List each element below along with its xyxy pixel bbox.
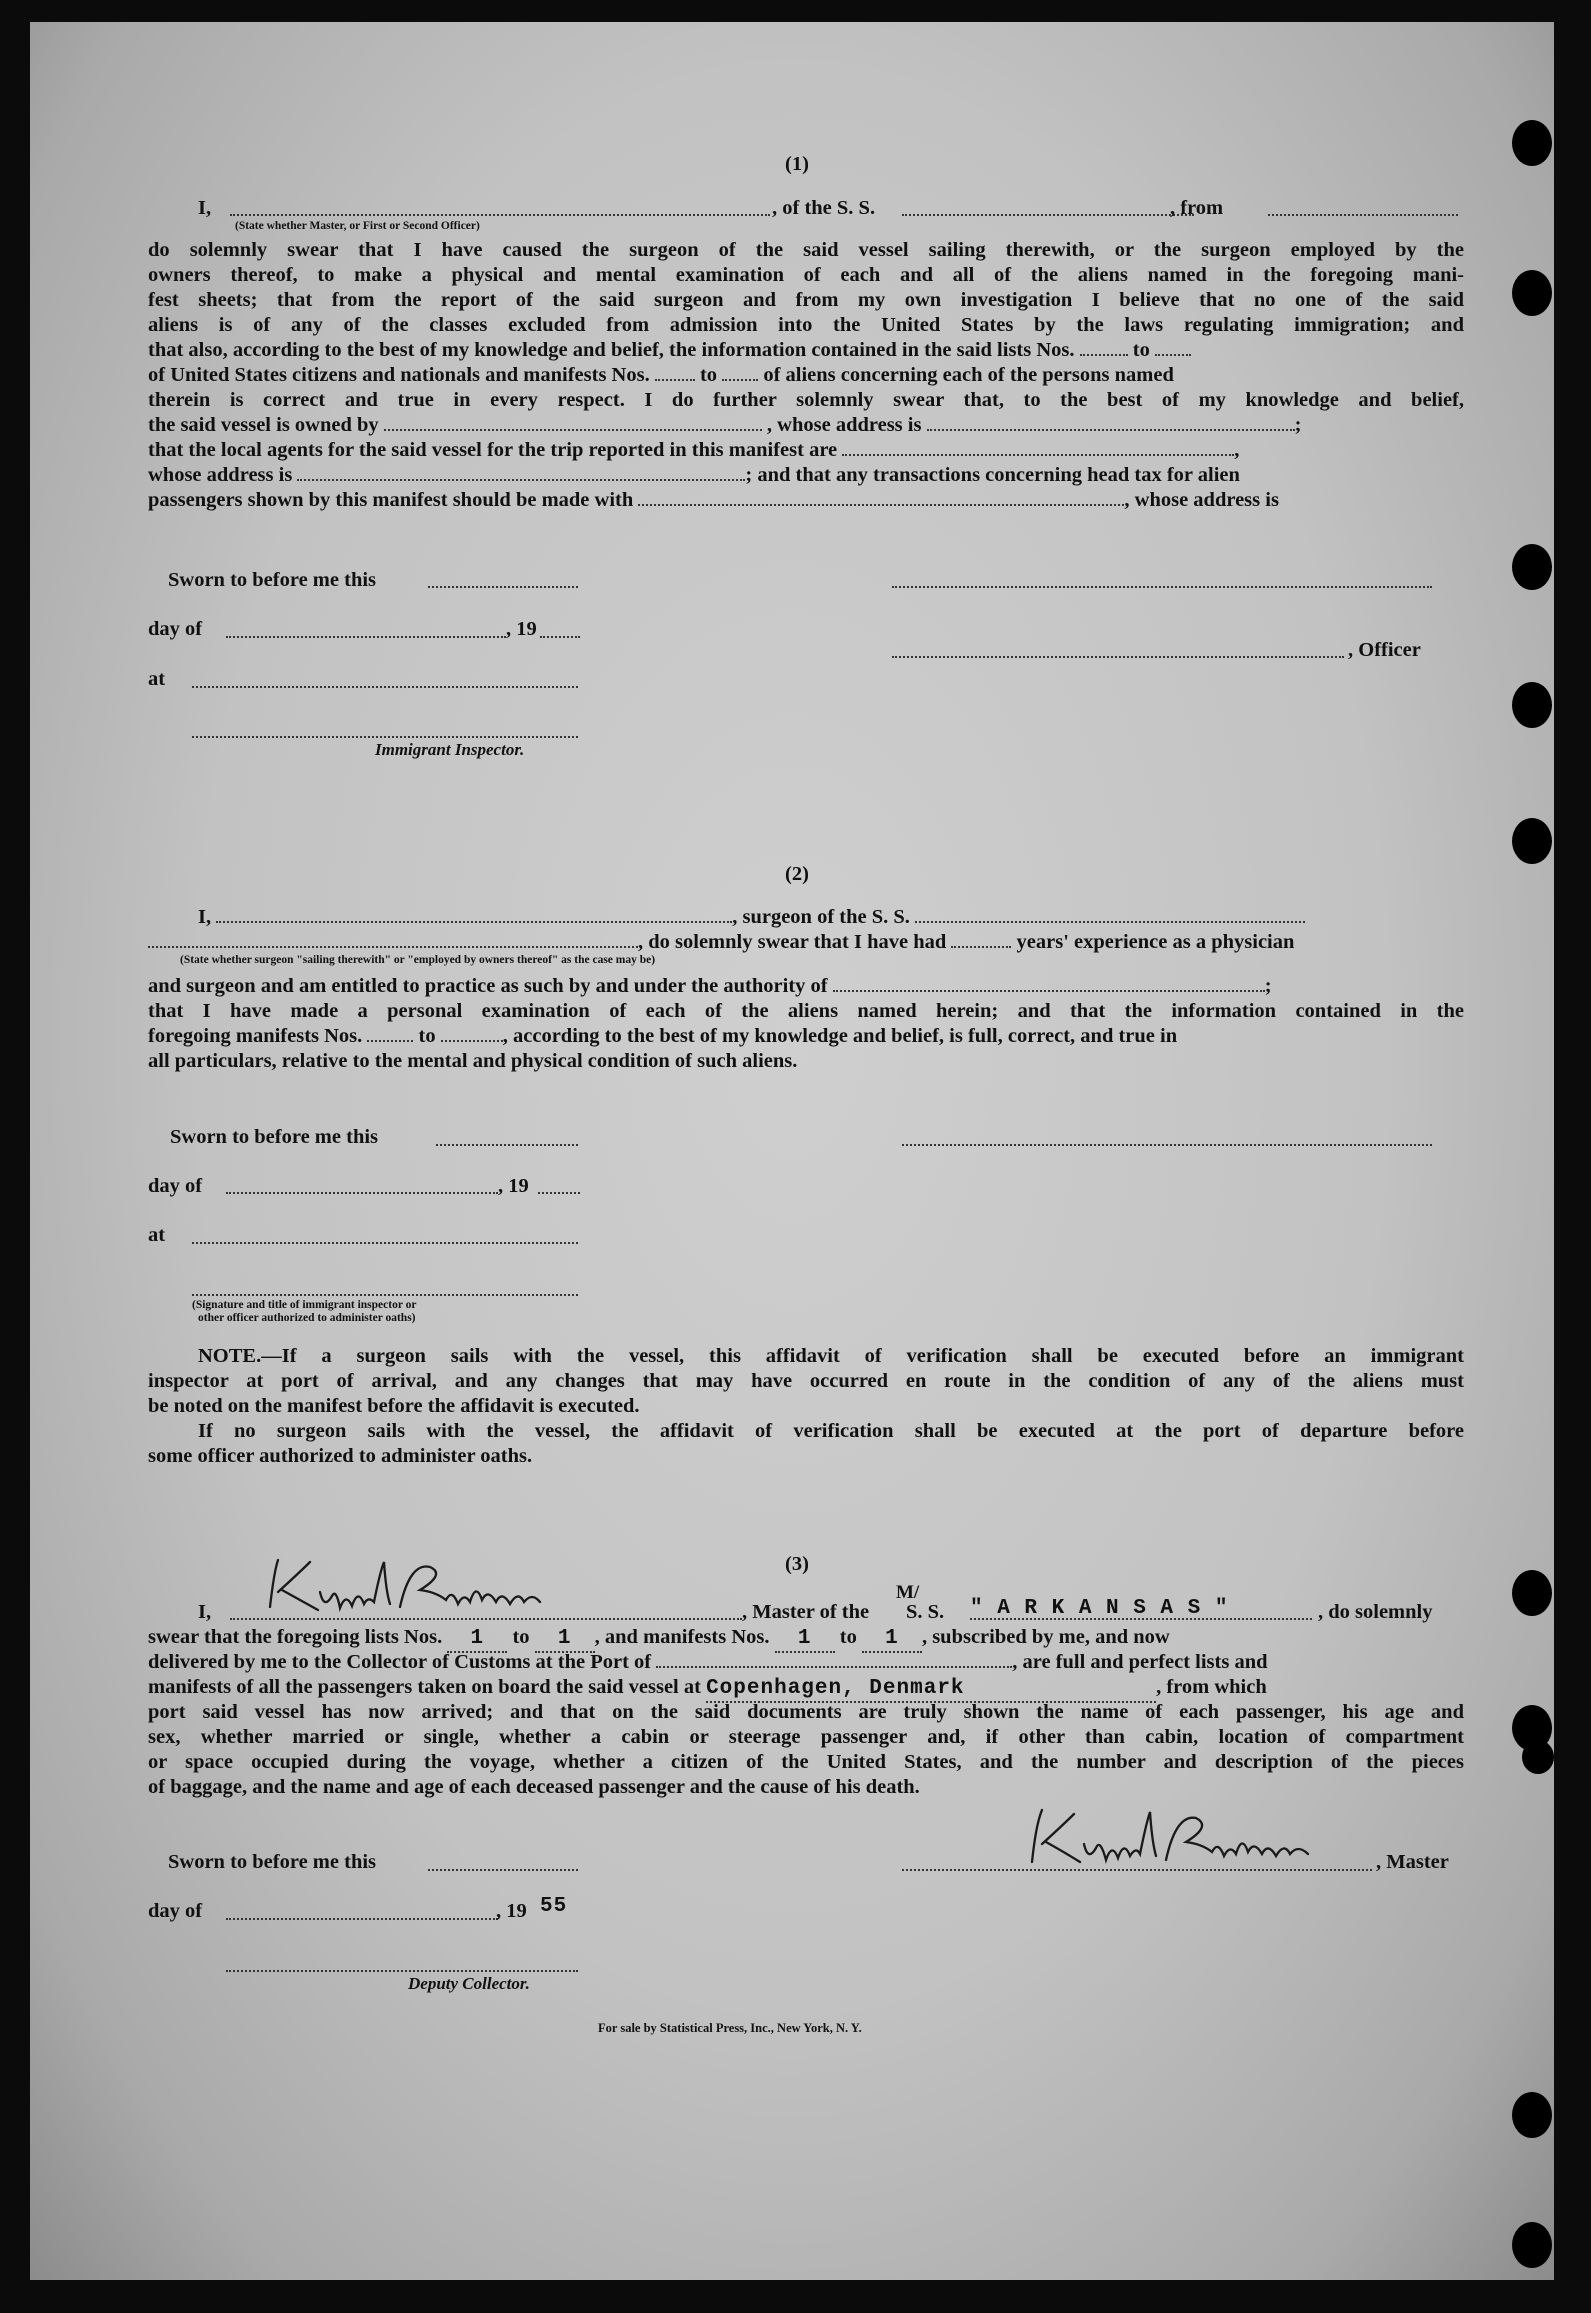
- sec1-whose-address: , whose address is: [766, 414, 922, 436]
- sec2-surgeon-note: (State whether surgeon "sailing therewith" or "employed by owners thereof" as the case may be): [180, 954, 656, 966]
- sec2-surgeon-of: , surgeon of the S. S.: [732, 906, 910, 928]
- sec3-line-4: [148, 1675, 1267, 1703]
- sec3-line-6: sex, whether married or single, whether a cabin or steerage passenger and, if other than cabin, location of compartment: [148, 1726, 1464, 1748]
- sec1-at-blank: [192, 684, 578, 688]
- sec1-line-5-to: to: [1132, 339, 1150, 361]
- sec1-line-6-rest: of aliens concerning each of the persons named: [763, 364, 1174, 386]
- sec1-head-tax: ; and that any transactions concerning head tax for alien: [745, 464, 1240, 486]
- sec2-to: to: [418, 1025, 436, 1047]
- sec2-day-of: day of: [148, 1175, 203, 1197]
- sec1-line-10: [148, 463, 1240, 488]
- sec3-ss: S. S.: [906, 1601, 945, 1623]
- sec3-day-of: day of: [148, 1900, 203, 1922]
- punch-hole: [1522, 1740, 1554, 1774]
- punch-hole: [1512, 2092, 1552, 2138]
- sec1-whose-address-3: , whose address is: [1124, 489, 1279, 511]
- sec2-i: I,: [198, 906, 212, 928]
- sec1-line-1: do solemnly swear that I have caused the surgeon of the said vessel sailing therewith, or the surgeon employed by the: [148, 239, 1464, 261]
- master-signature-1: [260, 1552, 590, 1622]
- sec2-year: , 19: [498, 1175, 529, 1197]
- punch-hole: [1512, 270, 1552, 316]
- note-line-1: [198, 1344, 1464, 1369]
- sec2-signature-line: [902, 1142, 1432, 1146]
- sec2-line-5: [148, 1024, 1177, 1049]
- sec1-inspector-line: [192, 734, 578, 738]
- sec3-manifests: , and manifests Nos.: [594, 1626, 770, 1648]
- punch-hole: [1512, 2222, 1552, 2268]
- sec1-made-with: passengers shown by this manifest should be made with: [148, 489, 634, 511]
- punch-hole: [1512, 544, 1552, 590]
- note-label: NOTE.: [198, 1345, 262, 1367]
- note-line-1-text: —If a surgeon sails with the vessel, this affidavit of verification shall be executed before an immigrant: [261, 1345, 1464, 1367]
- sec1-sworn-blank: [428, 584, 578, 588]
- sec3-day-blank: [226, 1916, 498, 1920]
- sec3-taken-on-board: manifests of all the passengers taken on board the said vessel at: [148, 1676, 701, 1698]
- sec1-of-ss: , of the S. S.: [772, 197, 876, 219]
- sec2-line-2: [148, 930, 1294, 955]
- sec3-line-2: [148, 1625, 1170, 1653]
- sec3-sworn: Sworn to before me this: [168, 1851, 377, 1873]
- sec2-sworn-blank: [436, 1142, 578, 1146]
- sec3-collector-port: delivered by me to the Collector of Customs at the Port of: [148, 1651, 652, 1673]
- sec3-collector-line: [226, 1968, 578, 1972]
- sec1-owned-by: the said vessel is owned by: [148, 414, 379, 436]
- sec2-authority: and surgeon and am entitled to practice as such by and under the authority of: [148, 975, 828, 997]
- sec1-officer: , Officer: [1348, 639, 1421, 661]
- sec1-officer-note: (State whether Master, or First or Second Officer): [235, 220, 480, 232]
- sec3-deputy-collector: Deputy Collector.: [408, 1974, 530, 1993]
- section-3-number: (3): [785, 1553, 809, 1575]
- sec3-ms-prefix: M/: [896, 1582, 920, 1603]
- manifest-page: [30, 22, 1554, 2280]
- sec3-full-perfect: , are full and perfect lists and: [1012, 1651, 1268, 1673]
- punch-hole: [1512, 818, 1552, 864]
- sec1-year: , 19: [506, 618, 537, 640]
- sec3-man-to: 1: [862, 1626, 922, 1653]
- sec1-line-5-text: that also, according to the best of my knowledge and belief, the information contained in the said lists Nos.: [148, 339, 1075, 361]
- footer-imprint: For sale by Statistical Press, Inc., New York, N. Y.: [598, 2021, 862, 2035]
- sec1-signature-line: [892, 584, 1432, 588]
- sec1-inspector: Immigrant Inspector.: [375, 740, 525, 759]
- sec1-line-9: that the local agents for the said vessel for the trip reported in this manifest are ,: [148, 439, 1240, 461]
- section-2-number: (2): [785, 863, 809, 885]
- sec1-line-4: aliens is of any of the classes excluded from admission into the United States by the laws regulating immigration; and: [148, 314, 1464, 336]
- sec2-line-3: and surgeon and am entitled to practice as such by and under the authority of ;: [148, 975, 1272, 997]
- note-line-4: If no surgeon sails with the vessel, the affidavit of verification shall be executed at the port of departure before: [198, 1420, 1464, 1442]
- sec1-line-3: fest sheets; that from the report of the said surgeon and from my own investigation I believe that no one of the said: [148, 289, 1464, 311]
- sec3-sworn-blank: [428, 1867, 578, 1871]
- sec3-vessel-line: [970, 1616, 1312, 1620]
- sec3-do-solemnly: , do solemnly: [1318, 1601, 1433, 1623]
- sec3-to-2: to: [839, 1626, 857, 1648]
- sec2-years: years' experience as a physician: [1016, 931, 1295, 953]
- sec2-sig-note-2: other officer authorized to administer oaths): [198, 1312, 416, 1324]
- sec2-sig-note-1: (Signature and title of immigrant inspector or: [192, 1299, 417, 1311]
- sec2-manifests: foregoing manifests Nos.: [148, 1025, 363, 1047]
- sec2-inspector-line: [192, 1292, 578, 1296]
- sec1-from: , from: [1170, 197, 1224, 219]
- sec2-at: at: [148, 1224, 166, 1246]
- sec3-port-of-departure: Copenhagen, Denmark: [706, 1676, 1156, 1703]
- sec3-list-to: 1: [535, 1626, 595, 1653]
- sec3-vessel-name: " A R K A N S A S ": [970, 1597, 1229, 1620]
- sec3-master-of: , Master of the: [742, 1601, 870, 1623]
- sec1-line-6-to: to: [699, 364, 718, 386]
- sec1-line-6: [148, 363, 1174, 388]
- sec2-manifests-rest: , according to the best of my knowledge and belief, is full, correct, and true in: [502, 1025, 1178, 1047]
- sec2-line-6: all particulars, relative to the mental and physical condition of such aliens.: [148, 1050, 798, 1072]
- sec2-sworn: Sworn to before me this: [170, 1126, 379, 1148]
- sec3-name-line: [230, 1616, 742, 1620]
- punch-hole: [1512, 120, 1552, 166]
- sec3-year-suffix: 55: [540, 1895, 568, 1918]
- sec1-agents: that the local agents for the said vessel for the trip reported in this manifest are: [148, 439, 838, 461]
- sec1-line-8: the said vessel is owned by , whose address is ;: [148, 414, 1302, 436]
- sec1-line-6-text: of United States citizens and nationals and manifests Nos.: [148, 364, 650, 386]
- sec3-line-7: or space occupied during the voyage, whether a citizen of the United States, and the number and description of the pieces: [148, 1751, 1464, 1773]
- sec3-line-8: of baggage, and the name and age of each deceased passenger and the cause of his death.: [148, 1776, 920, 1798]
- sec3-line-3: [148, 1650, 1268, 1675]
- sec3-master-signature-line: [902, 1867, 1372, 1871]
- section-1-number: (1): [785, 153, 809, 175]
- sec3-to-1: to: [512, 1626, 530, 1648]
- sec1-vessel-blank: [902, 212, 1194, 216]
- sec1-year-blank: [540, 634, 580, 638]
- sec1-line-7: therein is correct and true in every respect. I do further solemnly swear that, to the best of my knowledge and belief,: [148, 389, 1464, 411]
- sec3-list-from: 1: [447, 1626, 507, 1653]
- sec1-sworn: Sworn to before me this: [168, 569, 377, 591]
- sec1-line-11: [148, 488, 1279, 513]
- note-line-5: some officer authorized to administer oaths.: [148, 1445, 533, 1467]
- sec3-lists: swear that the foregoing lists Nos.: [148, 1626, 443, 1648]
- sec1-whose-address-2: whose address is: [148, 464, 293, 486]
- sec1-line-5: [148, 338, 1191, 363]
- sec3-year-prefix: , 19: [496, 1900, 527, 1922]
- sec2-day-blank: [226, 1190, 498, 1194]
- sec1-from-blank: [1268, 212, 1458, 216]
- sec3-man-from: 1: [775, 1626, 835, 1653]
- sec2-year-blank: [538, 1190, 580, 1194]
- sec1-day-of: day of: [148, 618, 203, 640]
- punch-hole: [1512, 1570, 1552, 1616]
- sec3-master: , Master: [1376, 1851, 1449, 1873]
- sec1-line-2: owners thereof, to make a physical and mental examination of each and all of the aliens named in the foregoing mani-: [148, 264, 1464, 286]
- sec2-at-blank: [192, 1240, 578, 1244]
- sec1-at: at: [148, 668, 166, 690]
- sec2-line-1: [198, 905, 1305, 930]
- note-line-2: inspector at port of arrival, and any changes that may have occurred en route in the condition of any of the aliens must: [148, 1370, 1464, 1392]
- sec1-name-blank: [230, 212, 770, 216]
- sec2-line-4: that I have made a personal examination of each of the aliens named herein; and that the information contained in the: [148, 1000, 1464, 1022]
- sec3-line-5: port said vessel has now arrived; and that on the said documents are truly shown the name of each passenger, his age and: [148, 1701, 1464, 1723]
- sec3-i: I,: [198, 1601, 212, 1623]
- sec1-officer-line: [892, 654, 1344, 658]
- sec3-from-which: , from which: [1156, 1676, 1267, 1698]
- sec1-i: I,: [198, 197, 212, 219]
- sec2-swear: , do solemnly swear that I have had: [638, 931, 947, 953]
- master-signature-2: [1020, 1802, 1330, 1872]
- sec3-subscribed: , subscribed by me, and now: [921, 1626, 1170, 1648]
- note-line-3: be noted on the manifest before the affidavit is executed.: [148, 1395, 640, 1417]
- sec1-day-blank: [226, 634, 506, 638]
- punch-hole: [1512, 682, 1552, 728]
